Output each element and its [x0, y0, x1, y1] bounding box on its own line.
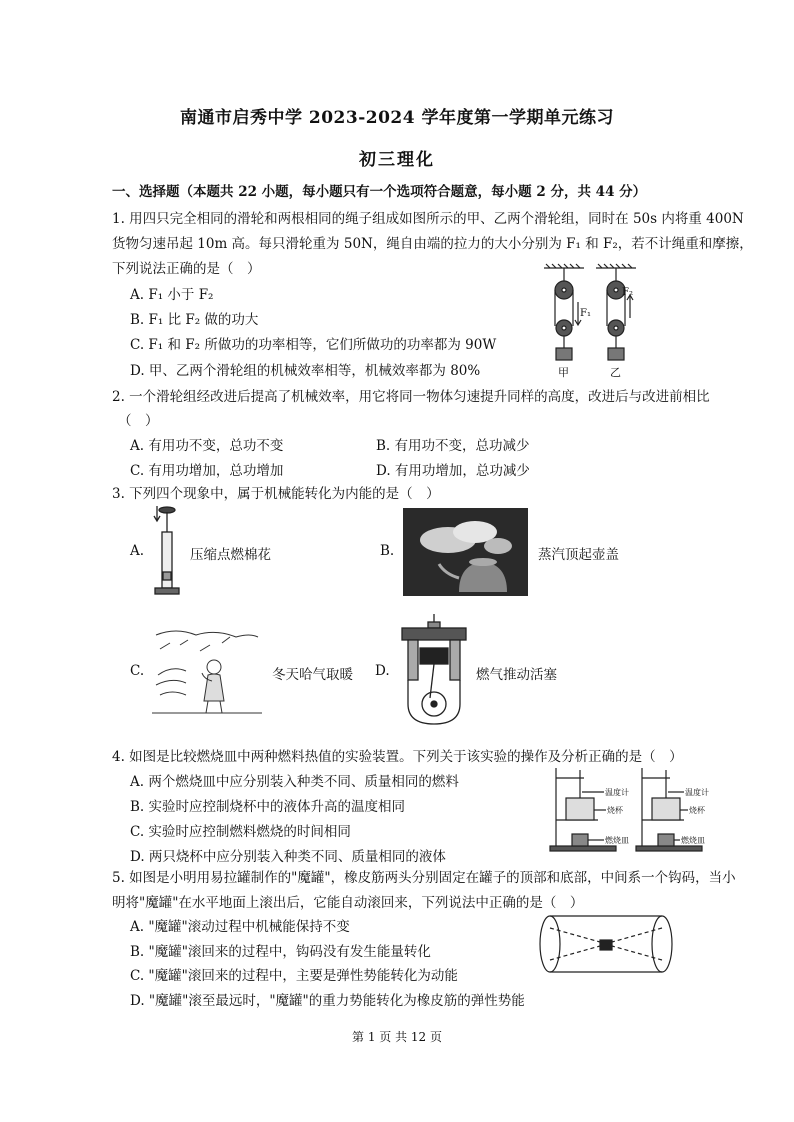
winter-breath-image — [152, 625, 262, 717]
question-3-option-b-text[interactable]: 蒸汽顶起壶盖 — [538, 547, 619, 563]
question-4-stem: 4. 如图是比较燃烧皿中两种燃料热值的实验装置。下列关于该实验的操作及分析正确的是（ ） — [112, 749, 683, 765]
pulley-label-yi: 乙 — [610, 366, 621, 379]
question-4-option-d[interactable]: D. 两只烧杯中应分别装入种类不同、质量相同的液体 — [130, 849, 446, 865]
question-1-line-2: 货物匀速吊起 10m 高。每只滑轮重为 50N，绳自由端的拉力的大小分别为 F₁ 和 F₂，若不计绳重和摩擦， — [112, 236, 753, 252]
page-number: 第 1 页 共 12 页 — [352, 1030, 442, 1044]
question-5-option-a[interactable]: A. "魔罐"滚动过程中机械能保持不变 — [130, 919, 350, 935]
apparatus-label-dish-1: 燃烧皿 — [605, 836, 629, 845]
question-3-option-c-letter[interactable]: C. — [130, 663, 145, 679]
question-4-option-a[interactable]: A. 两个燃烧皿中应分别装入种类不同、质量相同的燃料 — [130, 774, 459, 790]
question-3-option-d-letter[interactable]: D. — [375, 663, 390, 679]
question-4-option-b[interactable]: B. 实验时应控制烧杯中的液体升高的温度相同 — [130, 799, 406, 815]
pulley-label-f1: F₁ — [580, 308, 591, 319]
page-subtitle: 初三理化 — [359, 150, 435, 170]
page-title: 南通市启秀中学 2023-2024 学年度第一学期单元练习 — [179, 108, 615, 128]
apparatus-label-beaker-2: 烧杯 — [689, 806, 705, 815]
pulley-label-f2: F₂ — [622, 287, 633, 298]
question-2-option-a[interactable]: A. 有用功不变，总功不变 — [130, 438, 284, 454]
question-2-option-d[interactable]: D. 有用功增加，总功减少 — [376, 463, 530, 479]
pulley-label-jia: 甲 — [558, 366, 569, 379]
section-heading: 一、选择题（本题共 22 小题，每小题只有一个选项符合题意，每小题 2 分，共 44 分） — [112, 184, 647, 200]
question-1-line-3: 下列说法正确的是（ ） — [112, 261, 261, 277]
question-5-option-c[interactable]: C. "魔罐"滚回来的过程中，主要是弹性势能转化为动能 — [130, 968, 458, 984]
question-1-option-d[interactable]: D. 甲、乙两个滑轮组的机械效率相等，机械效率都为 80% — [130, 363, 481, 379]
question-2-option-b[interactable]: B. 有用功不变，总功减少 — [376, 438, 530, 454]
question-5-line-1: 5. 如图是小明用易拉罐制作的"魔罐"，橡皮筋两头分别固定在罐子的顶部和底部，中间系一个钩码，当小 — [112, 870, 736, 886]
question-1-option-b[interactable]: B. F₁ 比 F₂ 做的功大 — [130, 312, 259, 328]
question-2-line-1: 2. 一个滑轮组经改进后提高了机械效率，用它将同一物体匀速提升同样的高度，改进后与改进前相比 — [112, 389, 710, 405]
question-3-option-a-text[interactable]: 压缩点燃棉花 — [190, 547, 271, 563]
question-3-option-d-text[interactable]: 燃气推动活塞 — [476, 667, 557, 683]
magic-can-diagram — [538, 912, 676, 976]
apparatus-label-beaker-1: 烧杯 — [607, 806, 623, 815]
question-1-line-1: 1. 用四只完全相同的滑轮和两根相同的绳子组成如图所示的甲、乙两个滑轮组，同时在 50s 内将重 400N — [112, 211, 744, 227]
question-3-option-c-text[interactable]: 冬天哈气取暖 — [272, 667, 353, 683]
apparatus-label-thermometer-2: 温度计 — [685, 788, 709, 797]
fuel-heat-apparatus — [548, 764, 726, 854]
question-5-option-d[interactable]: D. "魔罐"滚至最远时，"魔罐"的重力势能转化为橡皮筋的弹性势能 — [130, 993, 525, 1009]
fire-syringe-image — [150, 502, 184, 598]
apparatus-label-dish-2: 燃烧皿 — [681, 836, 705, 845]
question-3-option-b-letter[interactable]: B. — [380, 543, 395, 559]
question-3-option-a-letter[interactable]: A. — [130, 543, 145, 559]
pulley-diagram — [540, 262, 640, 382]
kettle-steam-image — [403, 508, 528, 596]
question-1-option-c[interactable]: C. F₁ 和 F₂ 所做功的功率相等，它们所做功的功率都为 90W — [130, 337, 497, 353]
question-2-line-2: （ ） — [118, 413, 159, 429]
question-3-stem: 3. 下列四个现象中，属于机械能转化为内能的是（ ） — [112, 486, 440, 502]
engine-piston-image — [400, 612, 468, 728]
question-4-option-c[interactable]: C. 实验时应控制燃料燃烧的时间相同 — [130, 824, 351, 840]
question-5-option-b[interactable]: B. "魔罐"滚回来的过程中，钩码没有发生能量转化 — [130, 944, 431, 960]
apparatus-label-thermometer-1: 温度计 — [605, 788, 629, 797]
question-1-option-a[interactable]: A. F₁ 小于 F₂ — [130, 287, 214, 303]
question-2-option-c[interactable]: C. 有用功增加，总功增加 — [130, 463, 284, 479]
question-5-line-2: 明将"魔罐"在水平地面上滚出后，它能自动滚回来，下列说法中正确的是（ ） — [112, 895, 584, 911]
